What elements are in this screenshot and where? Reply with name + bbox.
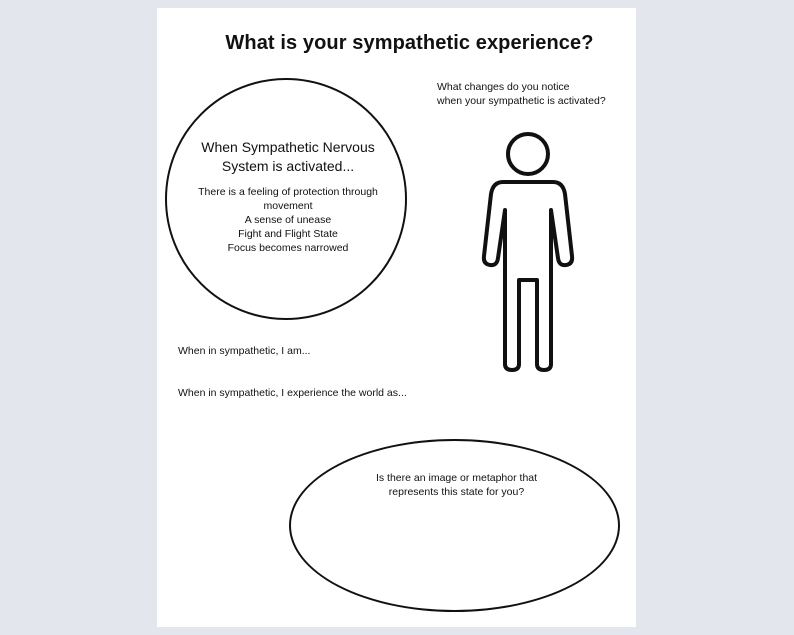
body-changes-question: What changes do you notice when your sympathetic is activated? (437, 81, 606, 107)
page-title: What is your sympathetic experience? (225, 32, 594, 54)
list-item: There is a feeling of protection through movement (198, 186, 378, 212)
circle-heading: When Sympathetic Nervous System is activated... (201, 139, 375, 174)
list-item: Focus becomes narrowed (227, 242, 349, 254)
sns-info-circle (165, 78, 407, 320)
circle-list (167, 185, 409, 255)
metaphor-ellipse (289, 439, 620, 612)
prompt-experience-world: When in sympathetic, I experience the world as... (178, 387, 407, 399)
prompt-i-am: When in sympathetic, I am... (178, 345, 311, 357)
list-item: A sense of unease (244, 214, 332, 226)
worksheet-page (157, 8, 636, 627)
person-outline-icon (479, 132, 577, 372)
list-item: Fight and Flight State (238, 228, 338, 240)
metaphor-question: Is there an image or metaphor that represents this state for you? (375, 472, 538, 498)
